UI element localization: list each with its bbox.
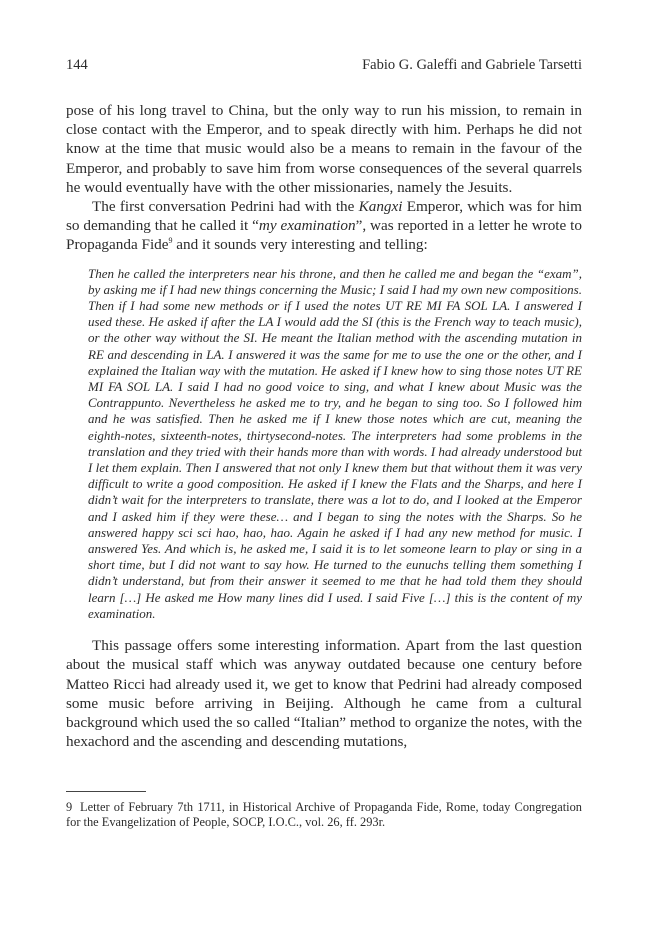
paragraph-2-part-3: ”, was reported in a letter he wrote to Propaganda Fide	[66, 217, 582, 254]
running-header	[66, 56, 582, 74]
footnote-number: 9	[66, 800, 73, 814]
footnote-text: Letter of February 7th 1711, in Historical Archive of Propaganda Fide, Rome, today Congregation for the Evangelization of People, SOCP, I.O.C., vol. 26, ff. 293r.	[66, 800, 582, 830]
paragraph-1: pose of his long travel to China, but the only way to run his mission, to remain in close contact with the Emperor, and to speak directly with him. Perhaps he did not know at the time that music would also be a means to remain in the favour of the Emperor, and probably to save him from worse consequences of the several quarrels he would eventually have with the other missionaries, namely the Jesuits.	[66, 102, 582, 196]
footnote-divider	[66, 791, 146, 792]
paragraph-3: This passage offers some interesting information. Apart from the last question about the musical staff which was anyway outdated because one century before Matteo Ricci had already used it, we get to know that Pedrini had already composed some music before arriving in Beijing. Although he came from a cultural background which used the so called “Italian” method to organize the notes, with the hexachord and the ascending and descending mutations,	[66, 637, 582, 751]
paragraph-2-part-4: and it sounds very interesting and telling:	[172, 236, 428, 254]
page-number: 144	[66, 57, 88, 73]
body-text	[66, 101, 582, 751]
paragraph-2	[66, 197, 582, 255]
paragraph-2-part-1: The first conversation Pedrini had with the	[92, 198, 359, 216]
block-quote: Then he called the interpreters near his throne, and then he called me and began the “exam”, by asking me if I had new things concerning the Music; I said I had my own new compositions. Then if I had some new methods or if I used the notes UT RE MI FA SOL LA. I answered I used these. He asked if after the LA I would add the SI (this is the French way to teach music), or the other way without the SI. He meant the Italian method with the ascending mutation in RE and descending in LA. I answered it was the same for me to use the one or the other, and I explained the Italian way with the mutation. He asked if I knew how to sing those notes UT RE MI FA SOL LA. I said I had no good voice to sing, and what I knew about Music was the Contrappunto. Nevertheless he asked me to try, and he began to sing too. So I followed him and he was satisfied. Then he asked me if I knew those notes which are cut, meaning the eighth-notes, sixteenth-notes, thirtysecond-notes. The interpreters had some problems in the translation and they tried with their hands more than with words. I had already understood but I let them explain. Then I answered that not only I knew them but that without them it was very difficult to write a good composition. He asked if I knew the Flats and the Sharps, and here I didn’t wait for the interpreters to translate, there was a lot to do, and I looked at the Emperor and I asked him if they were these… and I began to sing the notes with the Sharps. So he answered happy sci sci hao, hao, hao. Again he asked if I had any new method for music. I answered Yes. And which is, he asked me, I said it is to let someone learn to play or sing in a short time, but I did not want to say how. He turned to the eunuchs telling them something I didn’t understand, but from their answer it seemed to me that he had told them they should learn […] He asked me How many lines did I used. I said Five […] this is the content of my examination.	[88, 265, 582, 621]
kangxi-term: Kangxi	[358, 198, 403, 216]
running-header-authors: Fabio G. Galeffi and Gabriele Tarsetti	[362, 57, 582, 73]
footnote-reference: 9	[168, 236, 173, 246]
paragraph-2-part-2: Emperor, which was for him so demanding that he called it “	[66, 198, 582, 235]
page-content	[66, 56, 582, 751]
footnote	[66, 800, 582, 831]
my-examination-term: my examination	[258, 217, 356, 235]
